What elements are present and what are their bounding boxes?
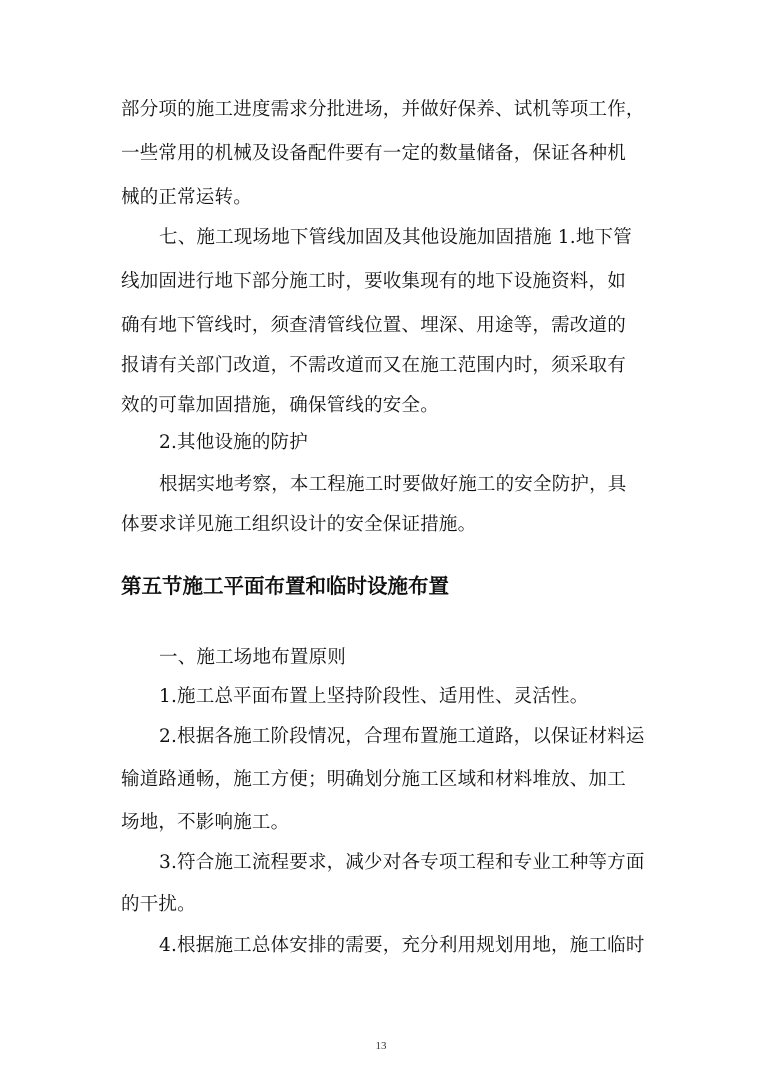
item3-line-2: 的干扰。 (121, 894, 196, 915)
paragraph2-line-5: 效的可靠加固措施，确保管线的安全。 (121, 395, 439, 416)
paragraph2-line-4: 报请有关部门改道，不需改道而又在施工范围内时，须采取有 (121, 355, 626, 376)
paragraph2-line-1: 七、施工现场地下管线加固及其他设施加固措施 1.地下管 (159, 227, 632, 248)
paragraph2-line-2: 线加固进行地下部分施工时，要收集现有的地下设施资料，如 (121, 271, 626, 292)
paragraph4-line-2: 体要求详见施工组织设计的安全保证措施。 (121, 514, 477, 535)
item1-line-1: 1.施工总平面布置上坚持阶段性、适用性、灵活性。 (159, 686, 589, 707)
paragraph2-line-3: 确有地下管线时，须查清管线位置、埋深、用途等，需改道的 (121, 315, 626, 336)
page-number: 13 (375, 1040, 387, 1052)
item2-line-3: 场地，不影响施工。 (121, 812, 290, 833)
paragraph4-line-1: 根据实地考察，本工程施工时要做好施工的安全防护，具 (159, 474, 627, 495)
item2-line-2: 输道路通畅，施工方便；明确划分施工区域和材料堆放、加工 (121, 769, 626, 790)
subheading: 一、施工场地布置原则 (159, 647, 347, 668)
paragraph1-line-1: 部分项的施工进度需求分批进场，并做好保养、试机等项工作， (121, 99, 645, 120)
item4-line-1: 4.根据施工总体安排的需要，充分利用规划用地，施工临时 (159, 935, 645, 956)
paragraph1-line-2: 一些常用的机械及设备配件要有一定的数量储备，保证各种机 (121, 143, 626, 164)
item3-line-1: 3.符合施工流程要求，减少对各专项工程和专业工种等方面 (159, 852, 645, 873)
paragraph1-line-3: 械的正常运转。 (121, 187, 252, 208)
section-heading: 第五节施工平面布置和临时设施布置 (121, 574, 449, 598)
paragraph3-line-1: 2.其他设施的防护 (159, 432, 308, 453)
item2-line-1: 2.根据各施工阶段情况，合理布置施工道路，以保证材料运 (159, 726, 645, 747)
